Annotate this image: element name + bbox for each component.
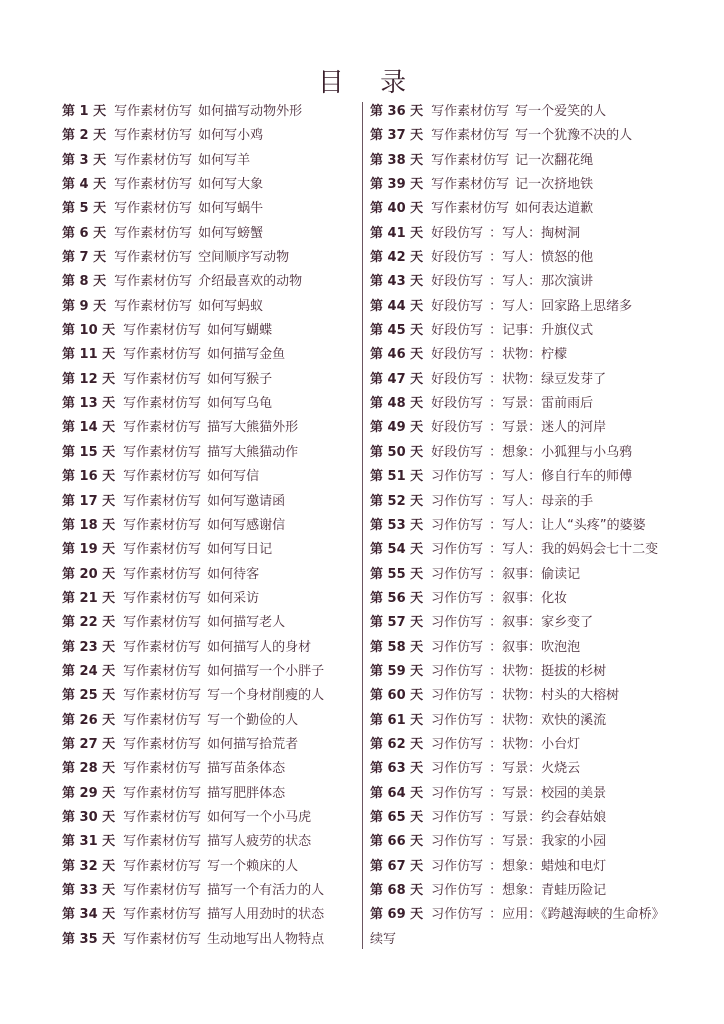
toc-entry-topic: ：写人：修自行车的师傅 bbox=[489, 469, 633, 485]
toc-entry bbox=[62, 611, 358, 635]
toc-entry-category: 写作素材仿写 bbox=[123, 688, 202, 704]
toc-entry-category: 写作素材仿写 bbox=[123, 566, 202, 582]
toc-entry-topic: ：叙事：吹泡泡 bbox=[489, 639, 581, 655]
toc-entry-day: 第 66 天 bbox=[370, 834, 424, 850]
toc-entry-day: 第 54 天 bbox=[370, 542, 424, 558]
toc-entry bbox=[62, 392, 358, 416]
toc-entry bbox=[62, 100, 358, 124]
toc-entry-topic: 如何写日记 bbox=[207, 542, 273, 558]
toc-entry-category: 习作仿写 bbox=[431, 469, 484, 485]
toc-entry bbox=[370, 149, 690, 173]
toc-entry bbox=[370, 928, 690, 952]
toc-entry bbox=[370, 368, 690, 392]
toc-entry-category: 好段仿写 bbox=[431, 225, 484, 241]
toc-entry-topic: ：记事：升旗仪式 bbox=[489, 323, 594, 339]
toc-entry bbox=[370, 879, 690, 903]
toc-entry-day: 第 27 天 bbox=[62, 736, 116, 752]
toc-entry bbox=[62, 709, 358, 733]
toc-entry bbox=[62, 343, 358, 367]
toc-entry-day: 第 68 天 bbox=[370, 883, 424, 898]
toc-entry-topic: 如何写蜗牛 bbox=[198, 201, 264, 217]
toc-entry-day: 第 55 天 bbox=[370, 566, 424, 582]
toc-entry bbox=[370, 100, 690, 124]
toc-entry-category: 写作素材仿写 bbox=[123, 639, 202, 655]
toc-entry-category: 写作素材仿写 bbox=[431, 201, 510, 217]
toc-entry bbox=[62, 563, 358, 587]
toc-entry bbox=[370, 343, 690, 367]
toc-entry-category: 习作仿写 bbox=[431, 785, 484, 801]
toc-entry-day: 第 7 天 bbox=[62, 250, 107, 266]
toc-entry-day: 第 59 天 bbox=[370, 663, 424, 679]
toc-entry-topic: ：写人：母亲的手 bbox=[489, 493, 594, 509]
toc-entry-topic: ：写人：我的妈妈会七十二变 bbox=[489, 542, 659, 558]
toc-entry-day: 第 14 天 bbox=[62, 420, 116, 436]
toc-entry-category: 写作素材仿写 bbox=[123, 542, 202, 558]
toc-entry-category: 写作素材仿写 bbox=[114, 152, 193, 168]
toc-entry-day: 第 39 天 bbox=[370, 177, 424, 193]
toc-entry-day: 第 13 天 bbox=[62, 396, 116, 412]
toc-entry bbox=[370, 416, 690, 440]
toc-entry-day: 第 60 天 bbox=[370, 688, 424, 704]
toc-entry-topic: 如何描写动物外形 bbox=[198, 104, 303, 119]
toc-entry-topic: ：想象：青蛙历险记 bbox=[489, 883, 607, 898]
toc-entry-topic: ：写人：掏树洞 bbox=[489, 225, 581, 241]
toc-entry-category: 习作仿写 bbox=[431, 663, 484, 679]
toc-entry-category: 写作素材仿写 bbox=[431, 104, 510, 119]
toc-entry-day: 第 18 天 bbox=[62, 517, 116, 533]
toc-entry-category: 好段仿写 bbox=[431, 323, 484, 339]
toc-entry bbox=[62, 246, 358, 270]
toc-entry-topic: 如何描写一个小胖子 bbox=[207, 663, 325, 679]
toc-entry-day: 第 43 天 bbox=[370, 274, 424, 290]
toc-entry-day: 第 40 天 bbox=[370, 201, 424, 217]
toc-entry-category: 好段仿写 bbox=[431, 298, 484, 314]
toc-entry-topic: 如何描写老人 bbox=[207, 615, 286, 631]
toc-entry bbox=[62, 684, 358, 708]
toc-entry-topic: ：想象：蜡烛和电灯 bbox=[489, 858, 607, 874]
toc-entry bbox=[62, 295, 358, 319]
toc-entry-topic: ：状物：挺拔的杉树 bbox=[489, 663, 607, 679]
toc-entry-topic: 如何写感谢信 bbox=[207, 517, 286, 533]
toc-entry-category: 习作仿写 bbox=[431, 590, 484, 606]
toc-entry-topic: 如何写一个小马虎 bbox=[207, 809, 312, 825]
toc-entry-day: 第 65 天 bbox=[370, 809, 424, 825]
toc-entry-day: 第 42 天 bbox=[370, 250, 424, 266]
toc-entry-topic: 如何描写人的身材 bbox=[207, 639, 312, 655]
toc-entry-category: 写作素材仿写 bbox=[123, 469, 202, 485]
toc-entry-category: 习作仿写 bbox=[431, 712, 484, 728]
toc-entry bbox=[370, 709, 690, 733]
toc-entry bbox=[370, 684, 690, 708]
toc-entry-topic: 如何写邀请函 bbox=[207, 493, 286, 509]
toc-entry-topic: 如何写大象 bbox=[198, 177, 264, 193]
toc-entry-topic: 描写肥胖体态 bbox=[207, 785, 286, 801]
toc-entry-day: 第 15 天 bbox=[62, 444, 116, 460]
toc-entry-day: 第 45 天 bbox=[370, 323, 424, 339]
toc-left-column bbox=[62, 100, 358, 952]
toc-entry-category: 习作仿写 bbox=[431, 883, 484, 898]
toc-entry-topic: 如何写小鸡 bbox=[198, 128, 264, 144]
toc-entry bbox=[370, 855, 690, 879]
toc-entry-category: 写作素材仿写 bbox=[431, 152, 510, 168]
toc-entry-day: 第 22 天 bbox=[62, 615, 116, 631]
toc-entry-day: 第 24 天 bbox=[62, 663, 116, 679]
toc-entry-category: 写作素材仿写 bbox=[123, 931, 202, 947]
toc-entry bbox=[370, 124, 690, 148]
toc-entry bbox=[370, 660, 690, 684]
toc-entry-topic: 写一个勤俭的人 bbox=[207, 712, 299, 728]
toc-entry-category: 好段仿写 bbox=[431, 371, 484, 387]
toc-entry-topic: 如何描写金鱼 bbox=[207, 347, 286, 363]
toc-entry bbox=[62, 416, 358, 440]
toc-entry-topic: 如何待客 bbox=[207, 566, 260, 582]
toc-entry bbox=[370, 197, 690, 221]
toc-entry bbox=[62, 855, 358, 879]
toc-entry bbox=[62, 319, 358, 343]
toc-entry-topic: ：写景：校园的美景 bbox=[489, 785, 607, 801]
toc-entry-category: 习作仿写 bbox=[431, 566, 484, 582]
toc-entry-day: 第 25 天 bbox=[62, 688, 116, 704]
toc-entry-day: 第 48 天 bbox=[370, 396, 424, 412]
toc-entry-continuation: 续写 bbox=[370, 931, 397, 947]
toc-entry bbox=[370, 636, 690, 660]
toc-entry-topic: 介绍最喜欢的动物 bbox=[198, 274, 303, 290]
toc-entry-topic: 如何采访 bbox=[207, 590, 260, 606]
column-divider bbox=[362, 102, 363, 949]
toc-entry-category: 习作仿写 bbox=[431, 493, 484, 509]
toc-entry-topic: ：写人：回家路上思绪多 bbox=[489, 298, 633, 314]
toc-entry bbox=[370, 611, 690, 635]
toc-entry bbox=[62, 757, 358, 781]
toc-entry-day: 第 67 天 bbox=[370, 858, 424, 874]
toc-entry bbox=[370, 733, 690, 757]
toc-entry-category: 好段仿写 bbox=[431, 444, 484, 460]
toc-entry-category: 习作仿写 bbox=[431, 615, 484, 631]
toc-entry-topic: 写一个犹豫不决的人 bbox=[515, 128, 633, 144]
toc-entry bbox=[370, 514, 690, 538]
toc-entry-day: 第 12 天 bbox=[62, 371, 116, 387]
toc-entry-category: 写作素材仿写 bbox=[123, 347, 202, 363]
toc-entry-topic: 记一次挤地铁 bbox=[515, 177, 594, 193]
toc-entry-day: 第 62 天 bbox=[370, 736, 424, 752]
toc-entry-topic: ：叙事：家乡变了 bbox=[489, 615, 594, 631]
toc-entry bbox=[62, 368, 358, 392]
toc-entry bbox=[62, 782, 358, 806]
toc-entry-day: 第 56 天 bbox=[370, 590, 424, 606]
toc-entry-day: 第 35 天 bbox=[62, 931, 116, 947]
toc-entry-topic: 记一次翻花绳 bbox=[515, 152, 594, 168]
toc-entry-topic: 如何写乌龟 bbox=[207, 396, 273, 412]
toc-entry-day: 第 23 天 bbox=[62, 639, 116, 655]
toc-entry bbox=[62, 733, 358, 757]
toc-entry-day: 第 64 天 bbox=[370, 785, 424, 801]
toc-entry-day: 第 26 天 bbox=[62, 712, 116, 728]
toc-entry bbox=[62, 660, 358, 684]
toc-entry-category: 写作素材仿写 bbox=[123, 371, 202, 387]
toc-entry-topic: 如何写信 bbox=[207, 469, 260, 485]
toc-entry-topic: 如何写蚂蚁 bbox=[198, 298, 264, 314]
toc-entry-day: 第 28 天 bbox=[62, 761, 116, 777]
toc-entry-day: 第 57 天 bbox=[370, 615, 424, 631]
toc-entry-day: 第 31 天 bbox=[62, 834, 116, 850]
toc-entry-category: 写作素材仿写 bbox=[123, 323, 202, 339]
toc-entry-topic: 描写人疲劳的状态 bbox=[207, 834, 312, 850]
toc-entry-category: 写作素材仿写 bbox=[123, 444, 202, 460]
toc-entry-category: 写作素材仿写 bbox=[114, 274, 193, 290]
toc-entry-day: 第 51 天 bbox=[370, 469, 424, 485]
toc-entry-category: 习作仿写 bbox=[431, 834, 484, 850]
toc-entry-category: 好段仿写 bbox=[431, 420, 484, 436]
toc-entry-category: 写作素材仿写 bbox=[431, 177, 510, 193]
toc-entry-day: 第 29 天 bbox=[62, 785, 116, 801]
toc-entry bbox=[370, 392, 690, 416]
toc-entry-category: 习作仿写 bbox=[431, 858, 484, 874]
toc-entry bbox=[370, 465, 690, 489]
toc-entry-day: 第 2 天 bbox=[62, 128, 107, 144]
toc-entry-category: 习作仿写 bbox=[431, 736, 484, 752]
toc-entry-topic: ：状物：柠檬 bbox=[489, 347, 568, 363]
toc-entry-day: 第 46 天 bbox=[370, 347, 424, 363]
toc-entry-category: 习作仿写 bbox=[431, 688, 484, 704]
toc-entry-day: 第 63 天 bbox=[370, 761, 424, 777]
toc-entry-category: 写作素材仿写 bbox=[123, 396, 202, 412]
toc-entry-day: 第 8 天 bbox=[62, 274, 107, 290]
toc-entry-topic: ：写景：我家的小园 bbox=[489, 834, 607, 850]
toc-entry-category: 写作素材仿写 bbox=[114, 250, 193, 266]
toc-entry bbox=[370, 806, 690, 830]
toc-entry-day: 第 44 天 bbox=[370, 298, 424, 314]
toc-entry-category: 写作素材仿写 bbox=[123, 663, 202, 679]
toc-entry-topic: 描写苗条体态 bbox=[207, 761, 286, 777]
toc-entry bbox=[62, 928, 358, 952]
toc-entry bbox=[62, 490, 358, 514]
toc-entry-category: 写作素材仿写 bbox=[123, 761, 202, 777]
toc-entry-day: 第 21 天 bbox=[62, 590, 116, 606]
toc-entry bbox=[62, 465, 358, 489]
toc-entry-topic: 如何写羊 bbox=[198, 152, 251, 168]
toc-entry-topic: 空间顺序写动物 bbox=[198, 250, 290, 266]
toc-entry bbox=[370, 270, 690, 294]
toc-entry-topic: ：写人：让人“头疼”的婆婆 bbox=[489, 517, 646, 533]
toc-entry bbox=[370, 757, 690, 781]
toc-entry-topic: ：应用：《跨越海峡的生命桥》 bbox=[489, 907, 665, 923]
toc-entry-topic: ：状物：小台灯 bbox=[489, 736, 581, 752]
toc-entry-day: 第 47 天 bbox=[370, 371, 424, 387]
toc-entry-category: 写作素材仿写 bbox=[123, 712, 202, 728]
toc-entry-day: 第 16 天 bbox=[62, 469, 116, 485]
toc-entry bbox=[370, 587, 690, 611]
toc-entry-topic: 如何表达道歉 bbox=[515, 201, 594, 217]
toc-entry bbox=[62, 636, 358, 660]
toc-entry bbox=[370, 830, 690, 854]
toc-entry-category: 写作素材仿写 bbox=[114, 201, 193, 217]
toc-entry-category: 写作素材仿写 bbox=[431, 128, 510, 144]
toc-entry bbox=[62, 879, 358, 903]
toc-entry-topic: 写一个赖床的人 bbox=[207, 858, 299, 874]
toc-entry-topic: ：写人：那次演讲 bbox=[489, 274, 594, 290]
toc-entry-day: 第 37 天 bbox=[370, 128, 424, 144]
toc-entry-category: 写作素材仿写 bbox=[123, 590, 202, 606]
toc-entry-topic: ：写景：火烧云 bbox=[489, 761, 581, 777]
toc-entry bbox=[370, 246, 690, 270]
toc-entry-category: 写作素材仿写 bbox=[114, 177, 193, 193]
toc-entry-day: 第 3 天 bbox=[62, 152, 107, 168]
toc-entry-category: 写作素材仿写 bbox=[123, 907, 202, 923]
toc-entry bbox=[370, 319, 690, 343]
toc-entry-day: 第 53 天 bbox=[370, 517, 424, 533]
toc-entry-day: 第 49 天 bbox=[370, 420, 424, 436]
toc-entry-topic: 写一个爱笑的人 bbox=[515, 104, 607, 119]
toc-entry-topic: ：想象：小狐狸与小乌鸦 bbox=[489, 444, 633, 460]
toc-entry-day: 第 33 天 bbox=[62, 883, 116, 898]
toc-entry-category: 好段仿写 bbox=[431, 250, 484, 266]
toc-entry-day: 第 41 天 bbox=[370, 225, 424, 241]
toc-entry-day: 第 32 天 bbox=[62, 858, 116, 874]
toc-entry-topic: 如何写螃蟹 bbox=[198, 225, 264, 241]
toc-entry-category: 习作仿写 bbox=[431, 517, 484, 533]
toc-entry bbox=[62, 270, 358, 294]
toc-entry-day: 第 50 天 bbox=[370, 444, 424, 460]
toc-entry-category: 好段仿写 bbox=[431, 396, 484, 412]
toc-entry-topic: ：叙事：化妆 bbox=[489, 590, 568, 606]
toc-entry-category: 写作素材仿写 bbox=[114, 104, 193, 119]
toc-entry bbox=[62, 514, 358, 538]
toc-entry bbox=[370, 295, 690, 319]
toc-entry-category: 习作仿写 bbox=[431, 542, 484, 558]
toc-entry-category: 写作素材仿写 bbox=[123, 883, 202, 898]
toc-entry-category: 写作素材仿写 bbox=[123, 858, 202, 874]
toc-entry-topic: ：写景：迷人的河岸 bbox=[489, 420, 607, 436]
toc-entry-topic: 描写大熊猫外形 bbox=[207, 420, 299, 436]
page-title: 目 录 bbox=[317, 68, 421, 98]
toc-entry-topic: ：状物：欢快的溪流 bbox=[489, 712, 607, 728]
toc-entry-category: 习作仿写 bbox=[431, 809, 484, 825]
toc-entry-category: 好段仿写 bbox=[431, 274, 484, 290]
toc-entry bbox=[370, 222, 690, 246]
toc-entry-category: 写作素材仿写 bbox=[123, 420, 202, 436]
toc-entry bbox=[370, 782, 690, 806]
toc-entry-day: 第 5 天 bbox=[62, 201, 107, 217]
toc-entry bbox=[62, 587, 358, 611]
toc-entry-topic: 描写大熊猫动作 bbox=[207, 444, 299, 460]
toc-entry-day: 第 4 天 bbox=[62, 177, 107, 193]
toc-entry-category: 写作素材仿写 bbox=[123, 834, 202, 850]
toc-entry-category: 好段仿写 bbox=[431, 347, 484, 363]
toc-entry-topic: 如何写猴子 bbox=[207, 371, 273, 387]
toc-entry-topic: 如何描写拾荒者 bbox=[207, 736, 299, 752]
toc-entry-topic: ：写景：约会春姑娘 bbox=[489, 809, 607, 825]
toc-entry-day: 第 52 天 bbox=[370, 493, 424, 509]
toc-entry-category: 写作素材仿写 bbox=[123, 615, 202, 631]
toc-right-column bbox=[370, 100, 690, 952]
toc-entry-topic: 描写人用劲时的状态 bbox=[207, 907, 325, 923]
toc-entry bbox=[62, 441, 358, 465]
toc-entry bbox=[370, 563, 690, 587]
toc-entry-day: 第 11 天 bbox=[62, 347, 116, 363]
toc-entry bbox=[370, 441, 690, 465]
toc-entry-day: 第 1 天 bbox=[62, 104, 107, 119]
toc-entry bbox=[370, 173, 690, 197]
toc-entry-day: 第 9 天 bbox=[62, 298, 107, 314]
toc-entry-category: 写作素材仿写 bbox=[114, 128, 193, 144]
toc-entry bbox=[62, 197, 358, 221]
toc-entry-category: 习作仿写 bbox=[431, 907, 484, 923]
toc-entry-day: 第 6 天 bbox=[62, 225, 107, 241]
toc-entry bbox=[62, 173, 358, 197]
toc-entry-topic: ：写人：愤怒的他 bbox=[489, 250, 594, 266]
toc-entry bbox=[62, 806, 358, 830]
toc-entry-day: 第 36 天 bbox=[370, 104, 424, 119]
toc-entry-category: 写作素材仿写 bbox=[123, 809, 202, 825]
toc-entry-topic: 生动地写出人物特点 bbox=[207, 931, 325, 947]
toc-entry-category: 习作仿写 bbox=[431, 761, 484, 777]
toc-entry-day: 第 17 天 bbox=[62, 493, 116, 509]
toc-entry-day: 第 30 天 bbox=[62, 809, 116, 825]
toc-entry-day: 第 61 天 bbox=[370, 712, 424, 728]
toc-entry-topic: 如何写蝴蝶 bbox=[207, 323, 273, 339]
toc-entry bbox=[62, 538, 358, 562]
toc-entry-category: 写作素材仿写 bbox=[123, 517, 202, 533]
toc-entry-topic: 写一个身材削瘦的人 bbox=[207, 688, 325, 704]
toc-entry-day: 第 69 天 bbox=[370, 907, 424, 923]
toc-entry-category: 写作素材仿写 bbox=[114, 298, 193, 314]
toc-entry bbox=[370, 903, 690, 927]
toc-entry-category: 写作素材仿写 bbox=[123, 493, 202, 509]
toc-entry-day: 第 34 天 bbox=[62, 907, 116, 923]
toc-entry-day: 第 38 天 bbox=[370, 152, 424, 168]
toc-entry bbox=[62, 903, 358, 927]
toc-entry-topic: ：状物：村头的大榕树 bbox=[489, 688, 620, 704]
toc-entry-topic: ：状物：绿豆发芽了 bbox=[489, 371, 607, 387]
toc-entry-day: 第 19 天 bbox=[62, 542, 116, 558]
toc-entry bbox=[62, 222, 358, 246]
toc-entry-topic: ：叙事：偷读记 bbox=[489, 566, 581, 582]
toc-entry-day: 第 58 天 bbox=[370, 639, 424, 655]
toc-entry bbox=[370, 538, 690, 562]
toc-entry-category: 写作素材仿写 bbox=[114, 225, 193, 241]
toc-entry bbox=[62, 149, 358, 173]
toc-entry-day: 第 10 天 bbox=[62, 323, 116, 339]
toc-entry-day: 第 20 天 bbox=[62, 566, 116, 582]
toc-entry-category: 写作素材仿写 bbox=[123, 736, 202, 752]
toc-entry-category: 习作仿写 bbox=[431, 639, 484, 655]
toc-entry-category: 写作素材仿写 bbox=[123, 785, 202, 801]
toc-entry bbox=[62, 124, 358, 148]
toc-entry-topic: ：写景：雷前雨后 bbox=[489, 396, 594, 412]
toc-entry bbox=[62, 830, 358, 854]
toc-entry-topic: 描写一个有活力的人 bbox=[207, 883, 325, 898]
toc-entry bbox=[370, 490, 690, 514]
